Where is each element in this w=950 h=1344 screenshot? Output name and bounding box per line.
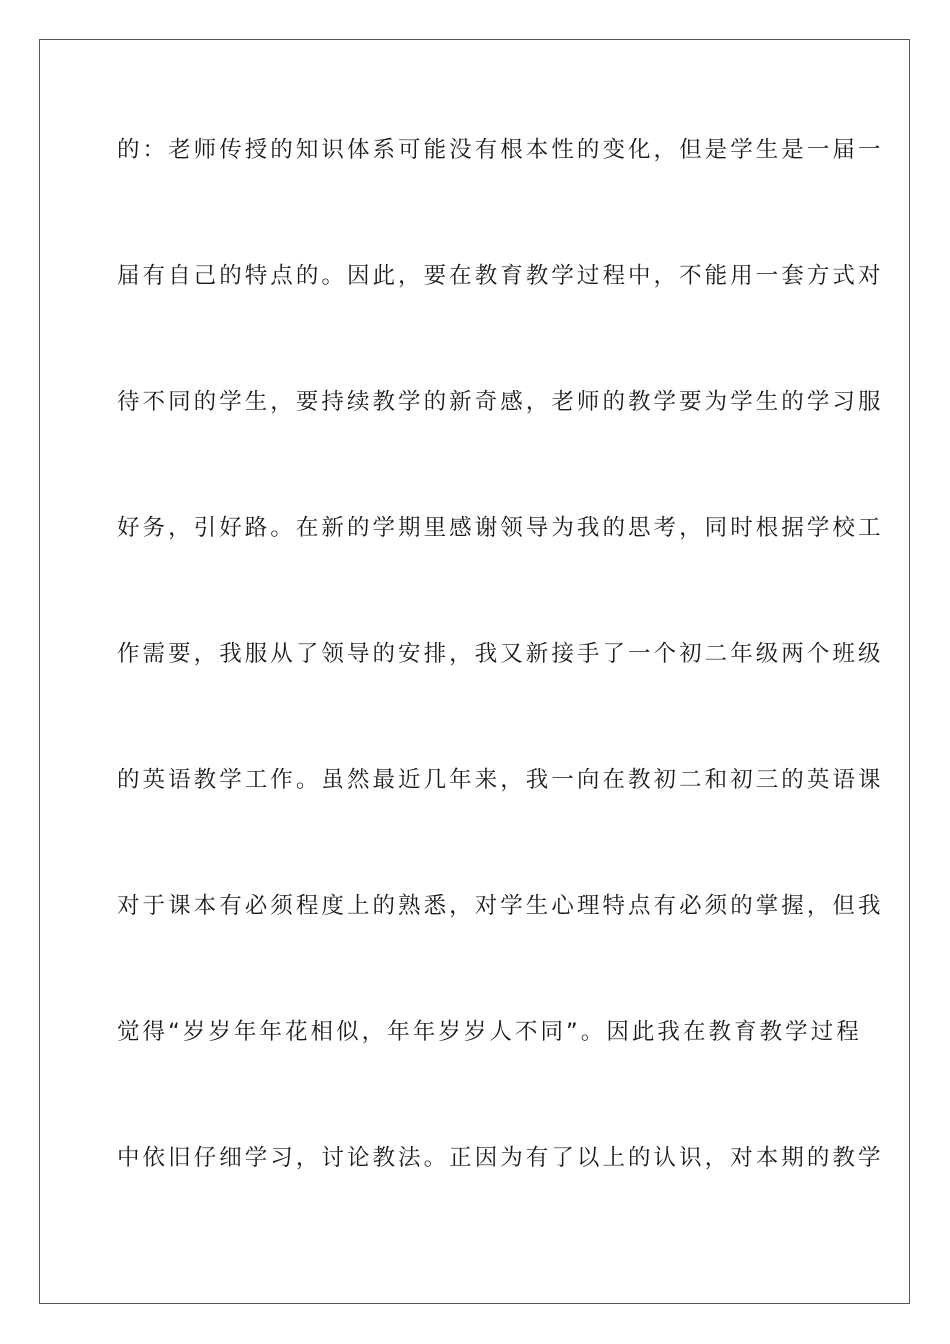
body-text-line: 待不同的学生，要持续教学的新奇感，老师的教学要为学生的学习服 <box>117 389 884 415</box>
body-text-line: 觉得“岁岁年年花相似，年年岁岁人不同”。因此我在教育教学过程 <box>117 1019 862 1045</box>
body-text-line: 中依旧仔细学习，讨论教法。正因为有了以上的认识，对本期的教学 <box>117 1145 884 1171</box>
body-text-line: 届有自己的特点的。因此，要在教育教学过程中，不能用一套方式对 <box>117 263 884 289</box>
body-text-line: 作需要，我服从了领导的安排，我又新接手了一个初二年级两个班级 <box>117 641 884 667</box>
body-text-line: 好务，引好路。在新的学期里感谢领导为我的思考，同时根据学校工 <box>117 515 884 541</box>
body-text-line: 的英语教学工作。虽然最近几年来，我一向在教初二和初三的英语课 <box>117 767 884 793</box>
body-text-line: 的：老师传授的知识体系可能没有根本性的变化，但是学生是一届一 <box>117 137 884 163</box>
document-body <box>117 128 884 1262</box>
body-text-line: 对于课本有必须程度上的熟悉，对学生心理特点有必须的掌握，但我 <box>117 893 884 919</box>
